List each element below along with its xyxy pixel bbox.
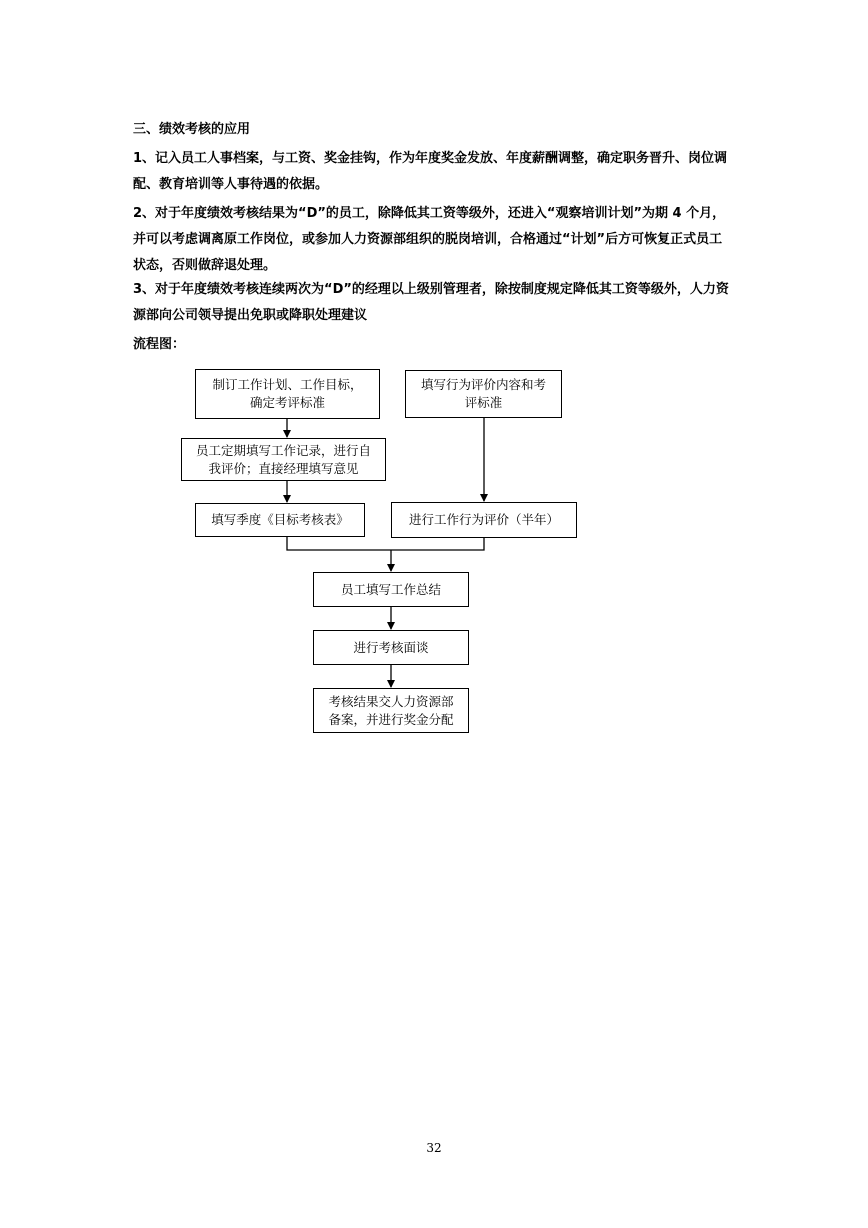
paragraph-line: 源部向公司领导提出免职或降职处理建议 xyxy=(133,308,368,323)
flow-box-quarterly-form xyxy=(195,503,365,537)
flow-box-text: 制订工作计划、工作目标， xyxy=(212,377,363,392)
paragraph-line: 状态，否则做辞退处理。 xyxy=(133,258,277,273)
paragraph-line: 2、对于年度绩效考核结果为“D”的员工，除降低其工资等级外，还进入“观察培训计划”为期 4 个月， xyxy=(133,206,726,221)
flow-box-behavior-evaluation xyxy=(391,502,577,538)
paragraph-1 xyxy=(133,146,749,198)
flow-box-review-interview xyxy=(313,630,469,665)
flow-box-text: 员工填写工作总结 xyxy=(340,581,441,597)
flow-box-text: 填写行为评价内容和考 xyxy=(420,377,546,392)
paragraph-line: 1、记入员工人事档案，与工资、奖金挂钩，作为年度奖金发放、年度薪酬调整，确定职务晋升、岗位调 xyxy=(133,151,728,166)
flow-box-behavior-criteria xyxy=(405,370,562,418)
paragraph-line: 3、对于年度绩效考核连续两次为“D”的经理以上级别管理者，除按制度规定降低其工资等级外，人力资 xyxy=(133,282,729,297)
paragraph-2 xyxy=(133,201,749,279)
merge-line xyxy=(287,537,484,550)
flow-box-work-summary xyxy=(313,572,469,607)
flow-box-result-filing xyxy=(313,688,469,733)
flow-box-text: 员工定期填写工作记录，进行自 xyxy=(195,442,371,458)
flow-box-text: 填写季度《目标考核表》 xyxy=(211,512,349,527)
flow-box-text: 进行工作行为评价（半年） xyxy=(408,512,559,527)
section-heading: 三、绩效考核的应用 xyxy=(133,122,251,137)
flow-box-text: 备案，并进行奖金分配 xyxy=(328,711,454,727)
flow-box-text: 我评价；直接经理填写意见 xyxy=(208,460,359,476)
page-number: 32 xyxy=(426,1141,442,1155)
flow-box-text: 考核结果交人力资源部 xyxy=(328,693,454,709)
flow-box-text: 评标准 xyxy=(464,395,503,410)
flow-box-plan-goals xyxy=(195,369,380,419)
paragraph-line: 并可以考虑调离原工作岗位，或参加人力资源部组织的脱岗培训，合格通过“计划”后方可恢复正式员工 xyxy=(133,232,723,247)
flowchart-label: 流程图： xyxy=(133,337,186,352)
flow-box-text: 进行考核面谈 xyxy=(353,639,429,655)
paragraph-3 xyxy=(133,277,749,329)
paragraph-line: 配、教育培训等人事待遇的依据。 xyxy=(133,177,329,192)
flow-box-text: 确定考评标准 xyxy=(249,395,325,410)
flow-box-work-record xyxy=(181,438,386,481)
